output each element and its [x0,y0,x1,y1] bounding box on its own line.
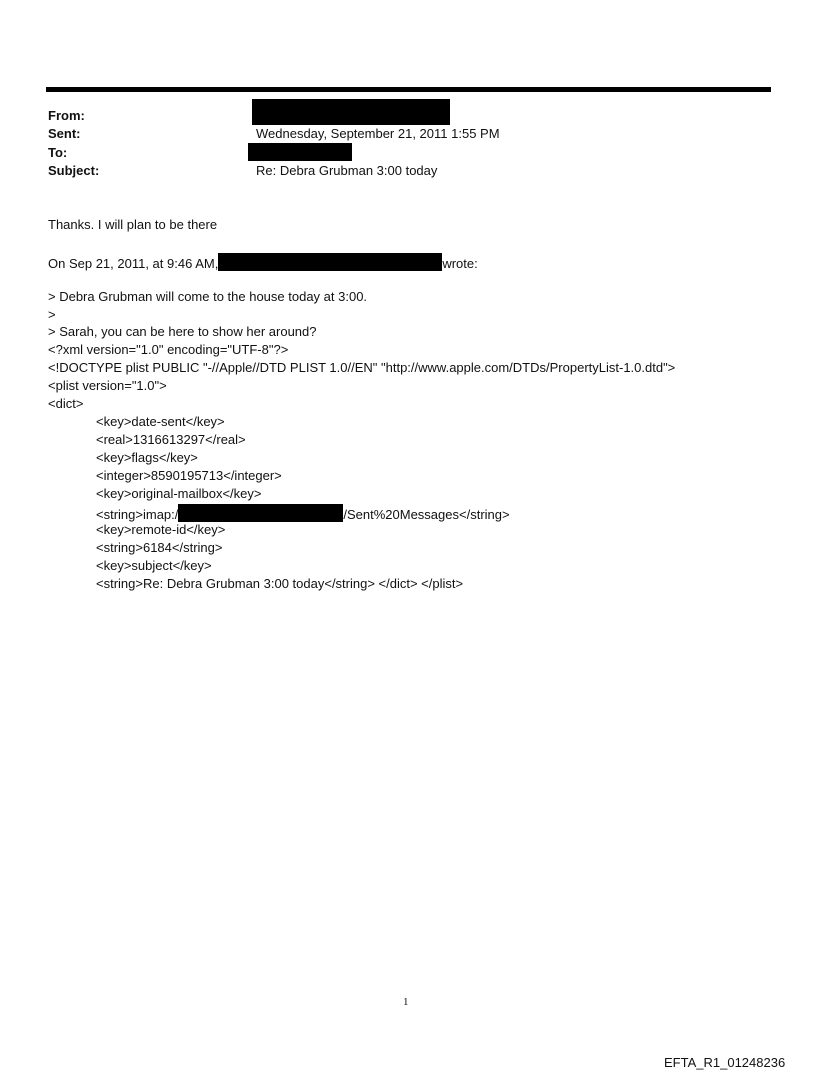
plist-entry: <string>6184</string> [96,540,223,555]
plist-line: <!DOCTYPE plist PUBLIC "-//Apple//DTD PLIST 1.0//EN" "http://www.apple.com/DTDs/PropertyList-1.0.dtd"> [48,360,676,375]
mailbox-redaction [178,504,343,522]
mailbox-prefix: <string>imap:/ [96,507,179,522]
reply-text: Thanks. I will plan to be there [48,217,218,232]
quoted-line: > Debra Grubman will come to the house today at 3:00. [48,289,368,304]
plist-entry: <string>Re: Debra Grubman 3:00 today</string> </dict> </plist> [96,576,464,591]
header-rule [46,87,771,92]
subject-value: Re: Debra Grubman 3:00 today [256,163,438,178]
plist-entry: <key>subject</key> [96,558,212,573]
quoted-line: > [48,307,56,322]
document-id: EFTA_R1_01248236 [664,1055,786,1070]
to-redaction [248,143,352,161]
plist-entry: <key>original-mailbox</key> [96,486,262,501]
quoted-line: > Sarah, you can be here to show her around? [48,324,317,339]
attribution-suffix: wrote: [442,256,478,271]
sent-value: Wednesday, September 21, 2011 1:55 PM [256,126,500,141]
plist-line: <?xml version="1.0" encoding="UTF-8"?> [48,342,289,357]
plist-line: <dict> [48,396,84,411]
plist-entry: <key>flags</key> [96,450,198,465]
mailbox-suffix: /Sent%20Messages</string> [343,507,510,522]
sender-redaction [218,253,442,271]
attribution-line [48,253,478,272]
from-redaction [252,99,450,125]
plist-entry: <key>date-sent</key> [96,414,225,429]
page-number: 1 [403,996,409,1008]
plist-line: <plist version="1.0"> [48,378,167,393]
plist-entry: <key>remote-id</key> [96,522,226,537]
to-label: To: [48,145,68,160]
plist-entry: <real>1316613297</real> [96,432,246,447]
attribution-prefix: On Sep 21, 2011, at 9:46 AM, [48,256,219,271]
sent-label: Sent: [48,126,81,141]
subject-label: Subject: [48,163,100,178]
plist-entry: <integer>8590195713</integer> [96,468,282,483]
from-label: From: [48,108,85,123]
mailbox-line [96,504,510,523]
